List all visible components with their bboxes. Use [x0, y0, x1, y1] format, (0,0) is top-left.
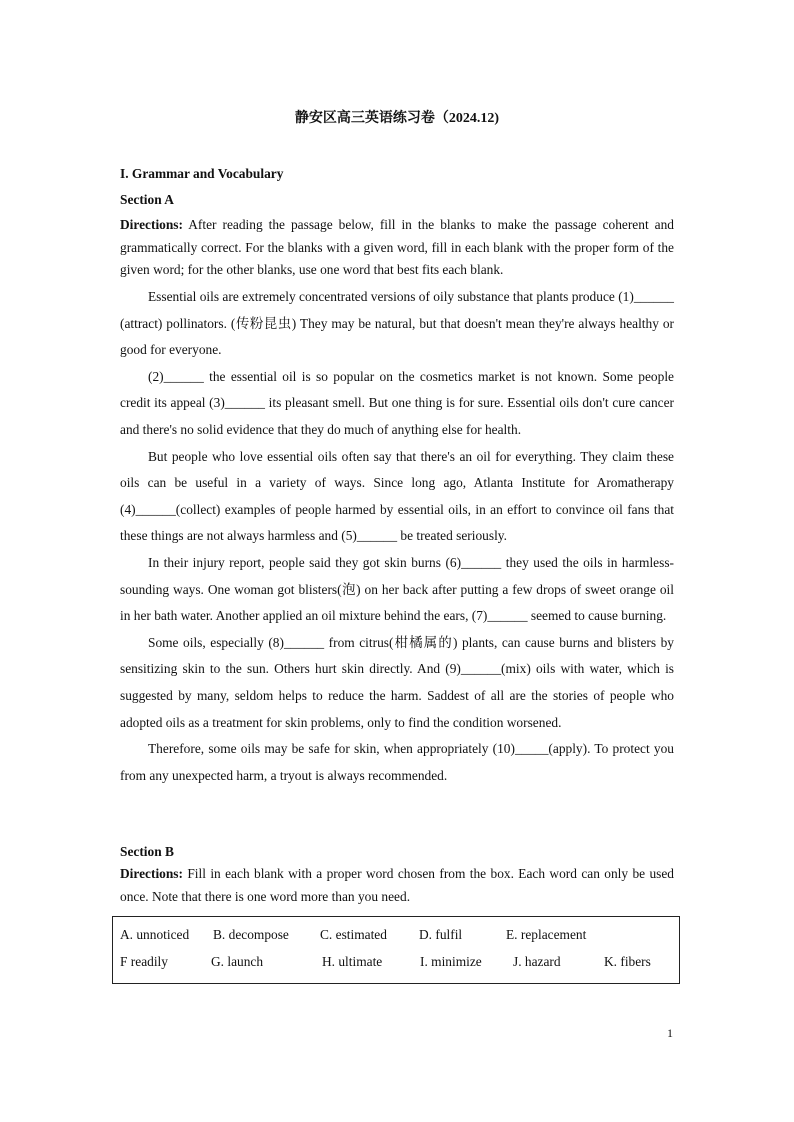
passage-paragraph: (2)______ the essential oil is so popular on the cosmetics market is not known. Some people credit its appeal (3)______ its pleasant smell. But one thing is for sure. Essential oils don't cure cancer and there's no solid evidence that they do much of anything else for health.	[120, 368, 674, 437]
word-option: B. decompose	[213, 927, 289, 942]
section-a-heading	[120, 187, 674, 214]
passage-paragraph: Essential oils are extremely concentrated versions of oily substance that plants produce (1)______ (attract) pollinators. (传粉昆虫) They may be natural, but that doesn't mean they're always healthy or good for everyone.	[120, 289, 674, 358]
page-title: 静安区高三英语练习卷（2024.12)	[294, 111, 500, 126]
word-option: A. unnoticed	[120, 927, 190, 942]
word-bank-box	[112, 916, 680, 984]
directions-label: Directions:	[120, 866, 183, 881]
word-option: D. fulfil	[419, 927, 463, 942]
passage	[120, 284, 674, 789]
word-option: I. minimize	[420, 954, 482, 969]
directions-text: Fill in each blank with a proper word chosen from the box. Each word can only be used once. Note that there is one word more than you need.	[120, 866, 674, 904]
section-a-directions	[120, 214, 674, 282]
passage-paragraph: In their injury report, people said they got skin burns (6)______ they used the oils in harmless-sounding ways. One woman got blisters(泡) on her back after putting a few drops of sweet orange oil in her bath water. Another applied an oil mixture behind the ears, (7)______ seemed to cause burning.	[120, 554, 674, 624]
section-b-directions	[120, 863, 674, 908]
passage-paragraph: Therefore, some oils may be safe for skin, when appropriately (10)_____(apply). To protect you from any unexpected harm, a tryout is always recommended.	[120, 741, 674, 783]
directions-paragraph	[120, 863, 674, 908]
section-b-title: Section B	[120, 844, 174, 859]
directions-label: Directions:	[120, 217, 183, 232]
word-option: H. ultimate	[322, 954, 383, 969]
passage-paragraph: But people who love essential oils often say that there's an oil for everything. They claim these oils can be useful in a variety of ways. Since long ago, Atlanta Institute for Aromatherapy (4)______(collect) examples of people harmed by essential oils, in an effort to convince oil fans that these things are not always harmless and (5)______ be treated seriously.	[120, 448, 674, 544]
word-option: E. replacement	[506, 927, 587, 942]
grammar-vocabulary-heading: I. Grammar and Vocabulary	[120, 166, 284, 181]
word-option: J. hazard	[513, 954, 561, 969]
word-option: K. fibers	[604, 954, 651, 969]
word-option: F readily	[120, 954, 168, 969]
passage-paragraph: Some oils, especially (8)______ from citrus(柑橘属的) plants, can cause burns and blisters by sensitizing skin to the sun. Others hurt skin directly. And (9)______(mix) oils with water, which is suggested by many, seldom helps to reduce the harm. Saddest of all are the stories of people who adopted oils as a treatment for skin problems, only to find the condition worsened.	[120, 634, 674, 730]
directions-text: After reading the passage below, fill in the blanks to make the passage coherent and grammatically correct. For the blanks with a given word, fill in each blank with the proper form of the given word; for the other blanks, use one word that best fits each blank.	[120, 217, 674, 277]
part1-heading	[120, 161, 674, 188]
section-a-title: Section A	[120, 192, 174, 207]
directions-paragraph	[120, 214, 674, 282]
page-number: 1	[667, 1026, 673, 1040]
word-option: C. estimated	[320, 927, 387, 942]
section-b-heading	[120, 839, 674, 866]
word-option: G. launch	[211, 954, 264, 969]
